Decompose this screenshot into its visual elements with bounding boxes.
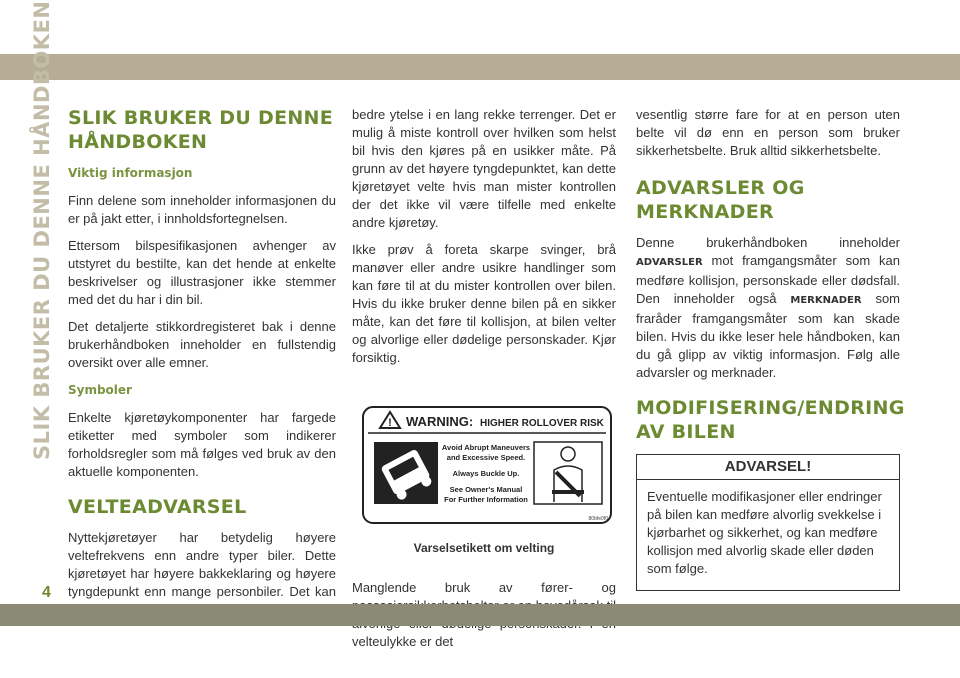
rollover-warning-label (362, 406, 612, 524)
footer-band (0, 604, 960, 626)
paragraph: Manglende bruk av fører- og velteulykke er det (352, 580, 616, 649)
subheading-symbols: Symboler (68, 383, 132, 397)
subheading-important-info: Viktig informasjon (68, 166, 193, 180)
keyword-advarsler: ADVARSLER (636, 257, 703, 268)
section-title-warnings: ADVARSLER OG MERKNADER (636, 177, 805, 223)
paragraph: bedre ytelse i en lang rekke terrenger. Det er mulig å miste kontroll over hvilken som helst bil hvis den kjøres på en usikker måte. På grunn av det høyere tyngdepunktet, kan dette kjøretøyet velte hvis man mister kontrollen der det ikke vil være tilfelle med enkelte andre kjøretøy. (352, 107, 616, 230)
label-code: 80bfe0f0 (588, 516, 608, 522)
seatbelt-person-icon (534, 442, 602, 504)
column-3 (636, 106, 905, 591)
header-band (0, 54, 960, 80)
page-number: 4 (42, 584, 51, 601)
paragraph: Enkelte kjøretøykomponenter har fargede etiketter med symboler som indikerer forholdsregler som må følges ved bruk av den aktuelle komponenten. (68, 410, 336, 479)
paragraph: Finn delene som inneholder informasjonen du er på jakt etter, i innholdsfortegnelsen. (68, 193, 336, 226)
side-tab (20, 0, 60, 470)
label-risk: HIGHER ROLLOVER RISK (480, 418, 604, 429)
paragraph: Ikke prøv å foreta skarpe svinger, brå manøver eller andre usikre handlinger som kan føre til at du mister kontrollen over bilen. Hvis du ikke bruker denne bilen på en sikker måte, kan det føre til kollisjon, at bilen velter og alvorlige eller dødelige personskader. Kjør forsiktig. (352, 242, 616, 365)
label-warning-word: WARNING: (406, 414, 474, 429)
paragraph: Det detaljerte stikkordregisteret bak i denne brukerhåndboken inneholder en fullstendig oversikt over alle emner. (68, 319, 336, 370)
text-run: mot framgangsmåter som kan medføre kollisjon, personskade eller dødsfall. Den inneholder også (636, 253, 900, 306)
paragraph: Nyttekjøretøyer har betydelig høyere veltefrekvens enn andre typer biler. Dette kjøretøyet har høyere bakkeklaring og høyere tyngdepunkt enn mange personbiler. Det kan (68, 530, 336, 599)
rollover-car-icon (374, 442, 438, 504)
section-title-manual: SLIK BRUKER DU DENNE HÅNDBOKEN (68, 107, 334, 153)
side-tab-label: SLIK BRUKER DU DENNE HÅNDBOKEN (30, 0, 54, 460)
label-line: For Further Information (444, 495, 528, 504)
label-line: Always Buckle Up. (452, 469, 520, 478)
section-title-modification: MODIFISERING/ENDRING AV BILEN (636, 397, 905, 443)
paragraph: vesentlig større fare for at en person uten belte vil dø enn en person som bruker sikkerhetsbelte. Bruk alltid sikkerhetsbelte. (636, 107, 900, 158)
paragraph-warnings (636, 234, 900, 382)
paragraph: Ettersom bilspesifikasjonen avhenger av utstyret du bestilte, kan det hende at enkelte beskrivelser og illustrasjoner ikke stemmer med det du har i din bil. (68, 238, 336, 307)
column-1 (68, 106, 336, 628)
text-run: som fraråder framgangsmåter som kan skade bilen. Hvis du ikke leser hele håndboken, kan du gå glipp av viktig informasjon. Følg alle advarsler og merknader. (636, 291, 900, 380)
label-line: Avoid Abrupt Maneuvers (441, 443, 531, 452)
warning-box (636, 454, 900, 591)
label-line: and Excessive Speed. (446, 453, 526, 462)
warning-box-title: ADVARSEL! (637, 455, 899, 480)
keyword-merknader: MERKNADER (790, 295, 862, 306)
section-title-rollover: VELTEADVARSEL (68, 496, 247, 518)
warning-box-body: Eventuelle modifikasjoner eller endringer på bilen kan medføre alvorlig svekkelse i kjørbarhet og sikkerhet, og kan medføre kollisjon med alvorlig skade eller døden som følge. (647, 489, 882, 576)
figure-caption: Varselsetikett om velting (413, 541, 555, 555)
column-2 (352, 106, 616, 660)
label-line: See Owner's Manual (449, 485, 523, 494)
text-run: Denne brukerhåndboken inneholder (636, 235, 900, 250)
svg-text:!: ! (388, 417, 392, 429)
